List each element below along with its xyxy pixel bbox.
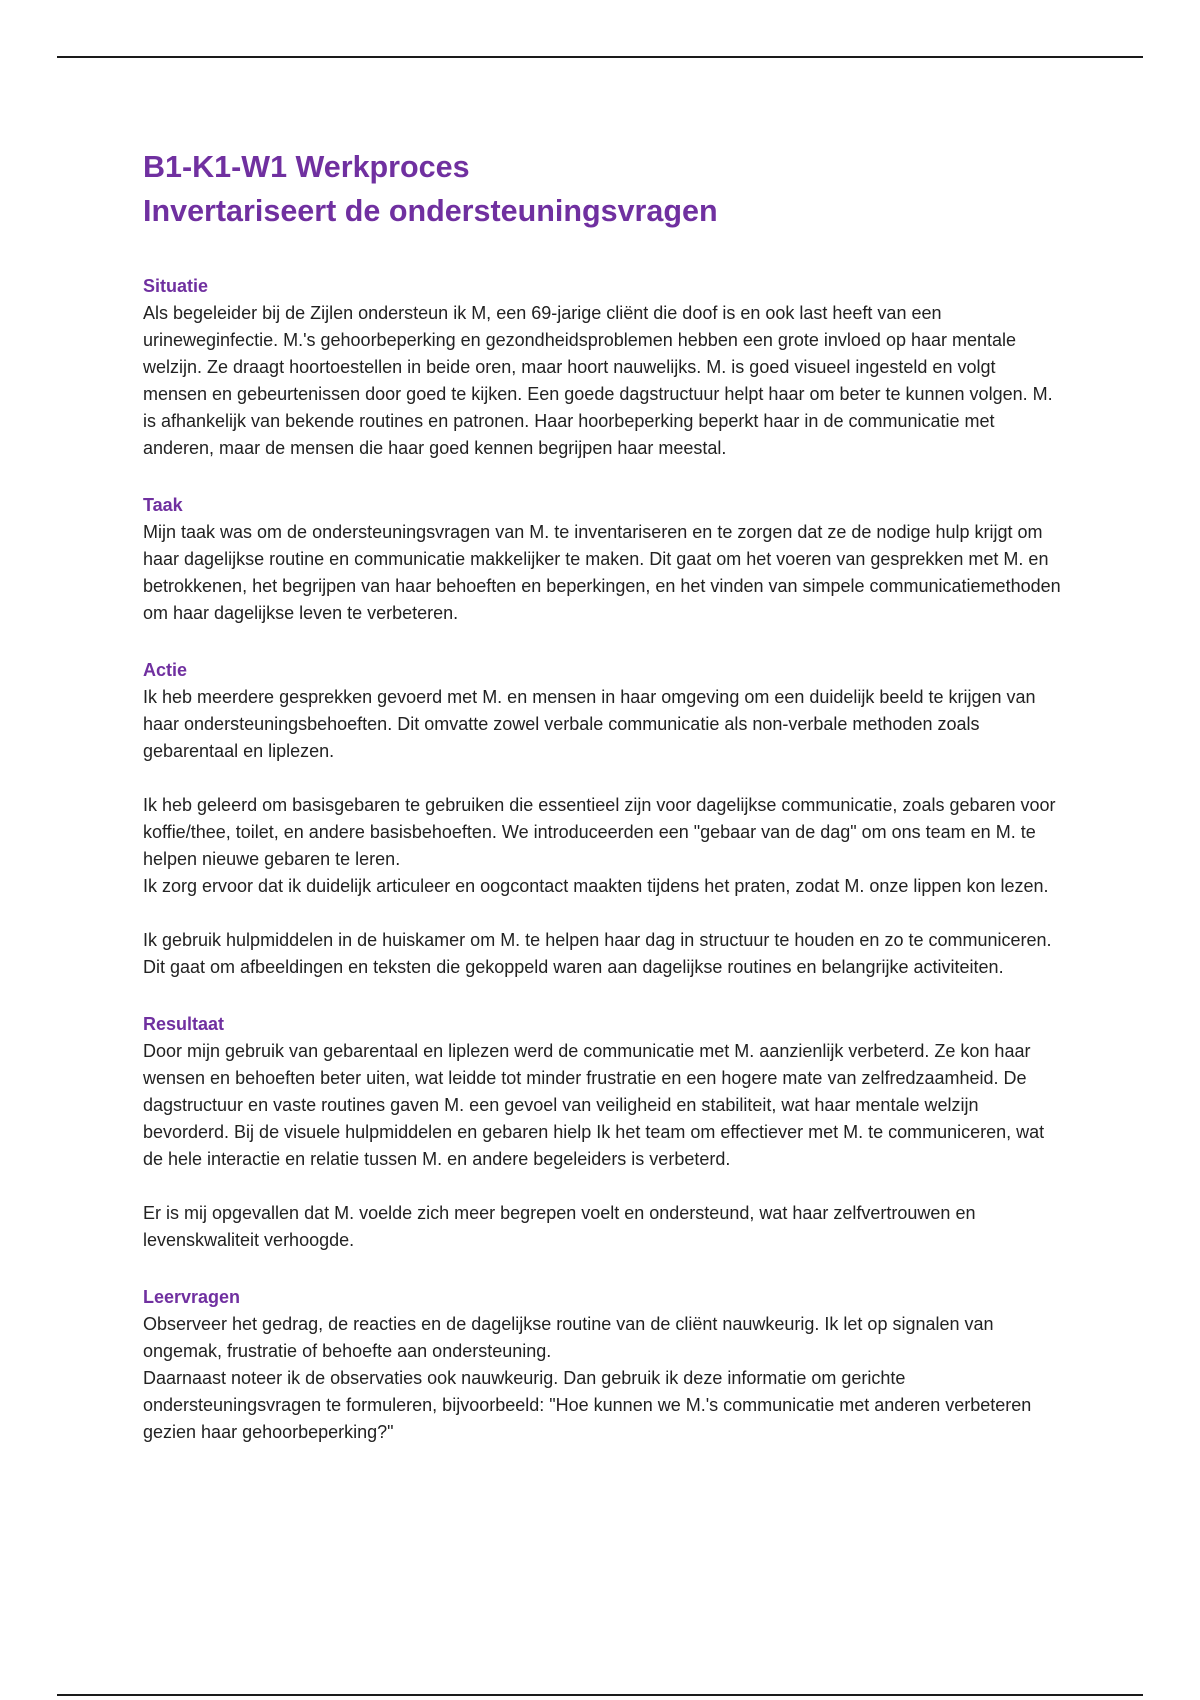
document-title <box>143 145 1063 233</box>
paragraph: Als begeleider bij de Zijlen ondersteun ik M, een 69-jarige cliënt die doof is en ook last heeft van een urineweginfectie. M.'s gehoorbeperking en gezondheidsproblemen hebben een grote invloed op haar mentale welzijn. Ze draagt hoortoestellen in beide oren, maar hoort nauwelijks. M. is goed visueel ingesteld en volgt mensen en gebeurtenissen door goed te kijken. Een goede dagstructuur helpt haar om beter te kunnen volgen. M. is afhankelijk van bekende routines en patronen. Haar hoorbeperking beperkt haar in de communicatie met anderen, maar de mensen die haar goed kennen begrijpen haar meestal. <box>143 303 1053 458</box>
top-rule <box>57 56 1143 58</box>
paragraph: Er is mij opgevallen dat M. voelde zich meer begrepen voelt en ondersteund, wat haar zelfvertrouwen en levenskwaliteit verhoogde. <box>143 1203 976 1250</box>
paragraph: Ik gebruik hulpmiddelen in de huiskamer om M. te helpen haar dag in structuur te houden en zo te communiceren. Dit gaat om afbeeldingen en teksten die gekoppeld waren aan dagelijkse routines en belangrijke activiteiten. <box>143 930 1052 977</box>
section-heading: Taak <box>143 495 183 515</box>
section-leervragen <box>143 1284 1063 1446</box>
title-line-2: Invertariseert de ondersteuningsvragen <box>143 194 718 228</box>
paragraph: Ik heb geleerd om basisgebaren te gebruiken die essentieel zijn voor dagelijkse communicatie, zoals gebaren voor koffie/thee, toilet, en andere basisbehoeften. We introduceerden een "gebaar van de dag" om ons team en M. te helpen nieuwe gebaren te leren. Ik zorg ervoor dat ik duidelijk articuleer en oogcontact maakten tijdens het praten, zodat M. onze lippen kon lezen. <box>143 795 1056 896</box>
section-heading: Situatie <box>143 276 209 296</box>
section-heading: Resultaat <box>143 1014 225 1034</box>
paragraph: Mijn taak was om de ondersteuningsvragen van M. te inventariseren en te zorgen dat ze de nodige hulp krijgt om haar dagelijkse routine en communicatie makkelijker te maken. Dit gaat om het voeren van gesprekken met M. en betrokkenen, het begrijpen van haar behoeften en beperkingen, en het vinden van simpele communicatiemethoden om haar dagelijkse leven te verbeteren. <box>143 522 1061 623</box>
paragraph: Door mijn gebruik van gebarentaal en liplezen werd de communicatie met M. aanzienlijk verbeterd. Ze kon haar wensen en behoeften beter uiten, wat leidde tot minder frustratie en een hogere mate van zelfredzaamheid. De dagstructuur en vaste routines gaven M. een gevoel van veiligheid en stabiliteit, wat haar mentale welzijn bevorderd. Bij de visuele hulpmiddelen en gebaren hielp Ik het team om effectiever met M. te communiceren, wat de hele interactie en relatie tussen M. en andere begeleiders is verbeterd. <box>143 1041 1045 1169</box>
section-heading: Leervragen <box>143 1287 241 1307</box>
title-line-1: B1-K1-W1 Werkproces <box>143 150 470 184</box>
section-actie <box>143 657 1063 981</box>
document-body <box>143 145 1063 1446</box>
paragraph: Observeer het gedrag, de reacties en de dagelijkse routine van de cliënt nauwkeurig. Ik let op signalen van ongemak, frustratie of behoefte aan ondersteuning. Daarnaast noteer ik de observaties ook nauwkeurig. Dan gebruik ik deze informatie om gerichte ondersteuningsvragen te formuleren, bijvoorbeeld: "Hoe kunnen we M.'s communicatie met anderen verbeteren gezien haar gehoorbeperking?" <box>143 1314 1032 1442</box>
bottom-rule <box>57 1694 1143 1696</box>
section-situatie <box>143 273 1063 462</box>
paragraph: Ik heb meerdere gesprekken gevoerd met M. en mensen in haar omgeving om een duidelijk beeld te krijgen van haar ondersteuningsbehoeften. Dit omvatte zowel verbale communicatie als non-verbale methoden zoals gebarentaal en liplezen. <box>143 687 1036 761</box>
section-resultaat <box>143 1011 1063 1254</box>
section-taak <box>143 492 1063 627</box>
section-heading: Actie <box>143 660 188 680</box>
